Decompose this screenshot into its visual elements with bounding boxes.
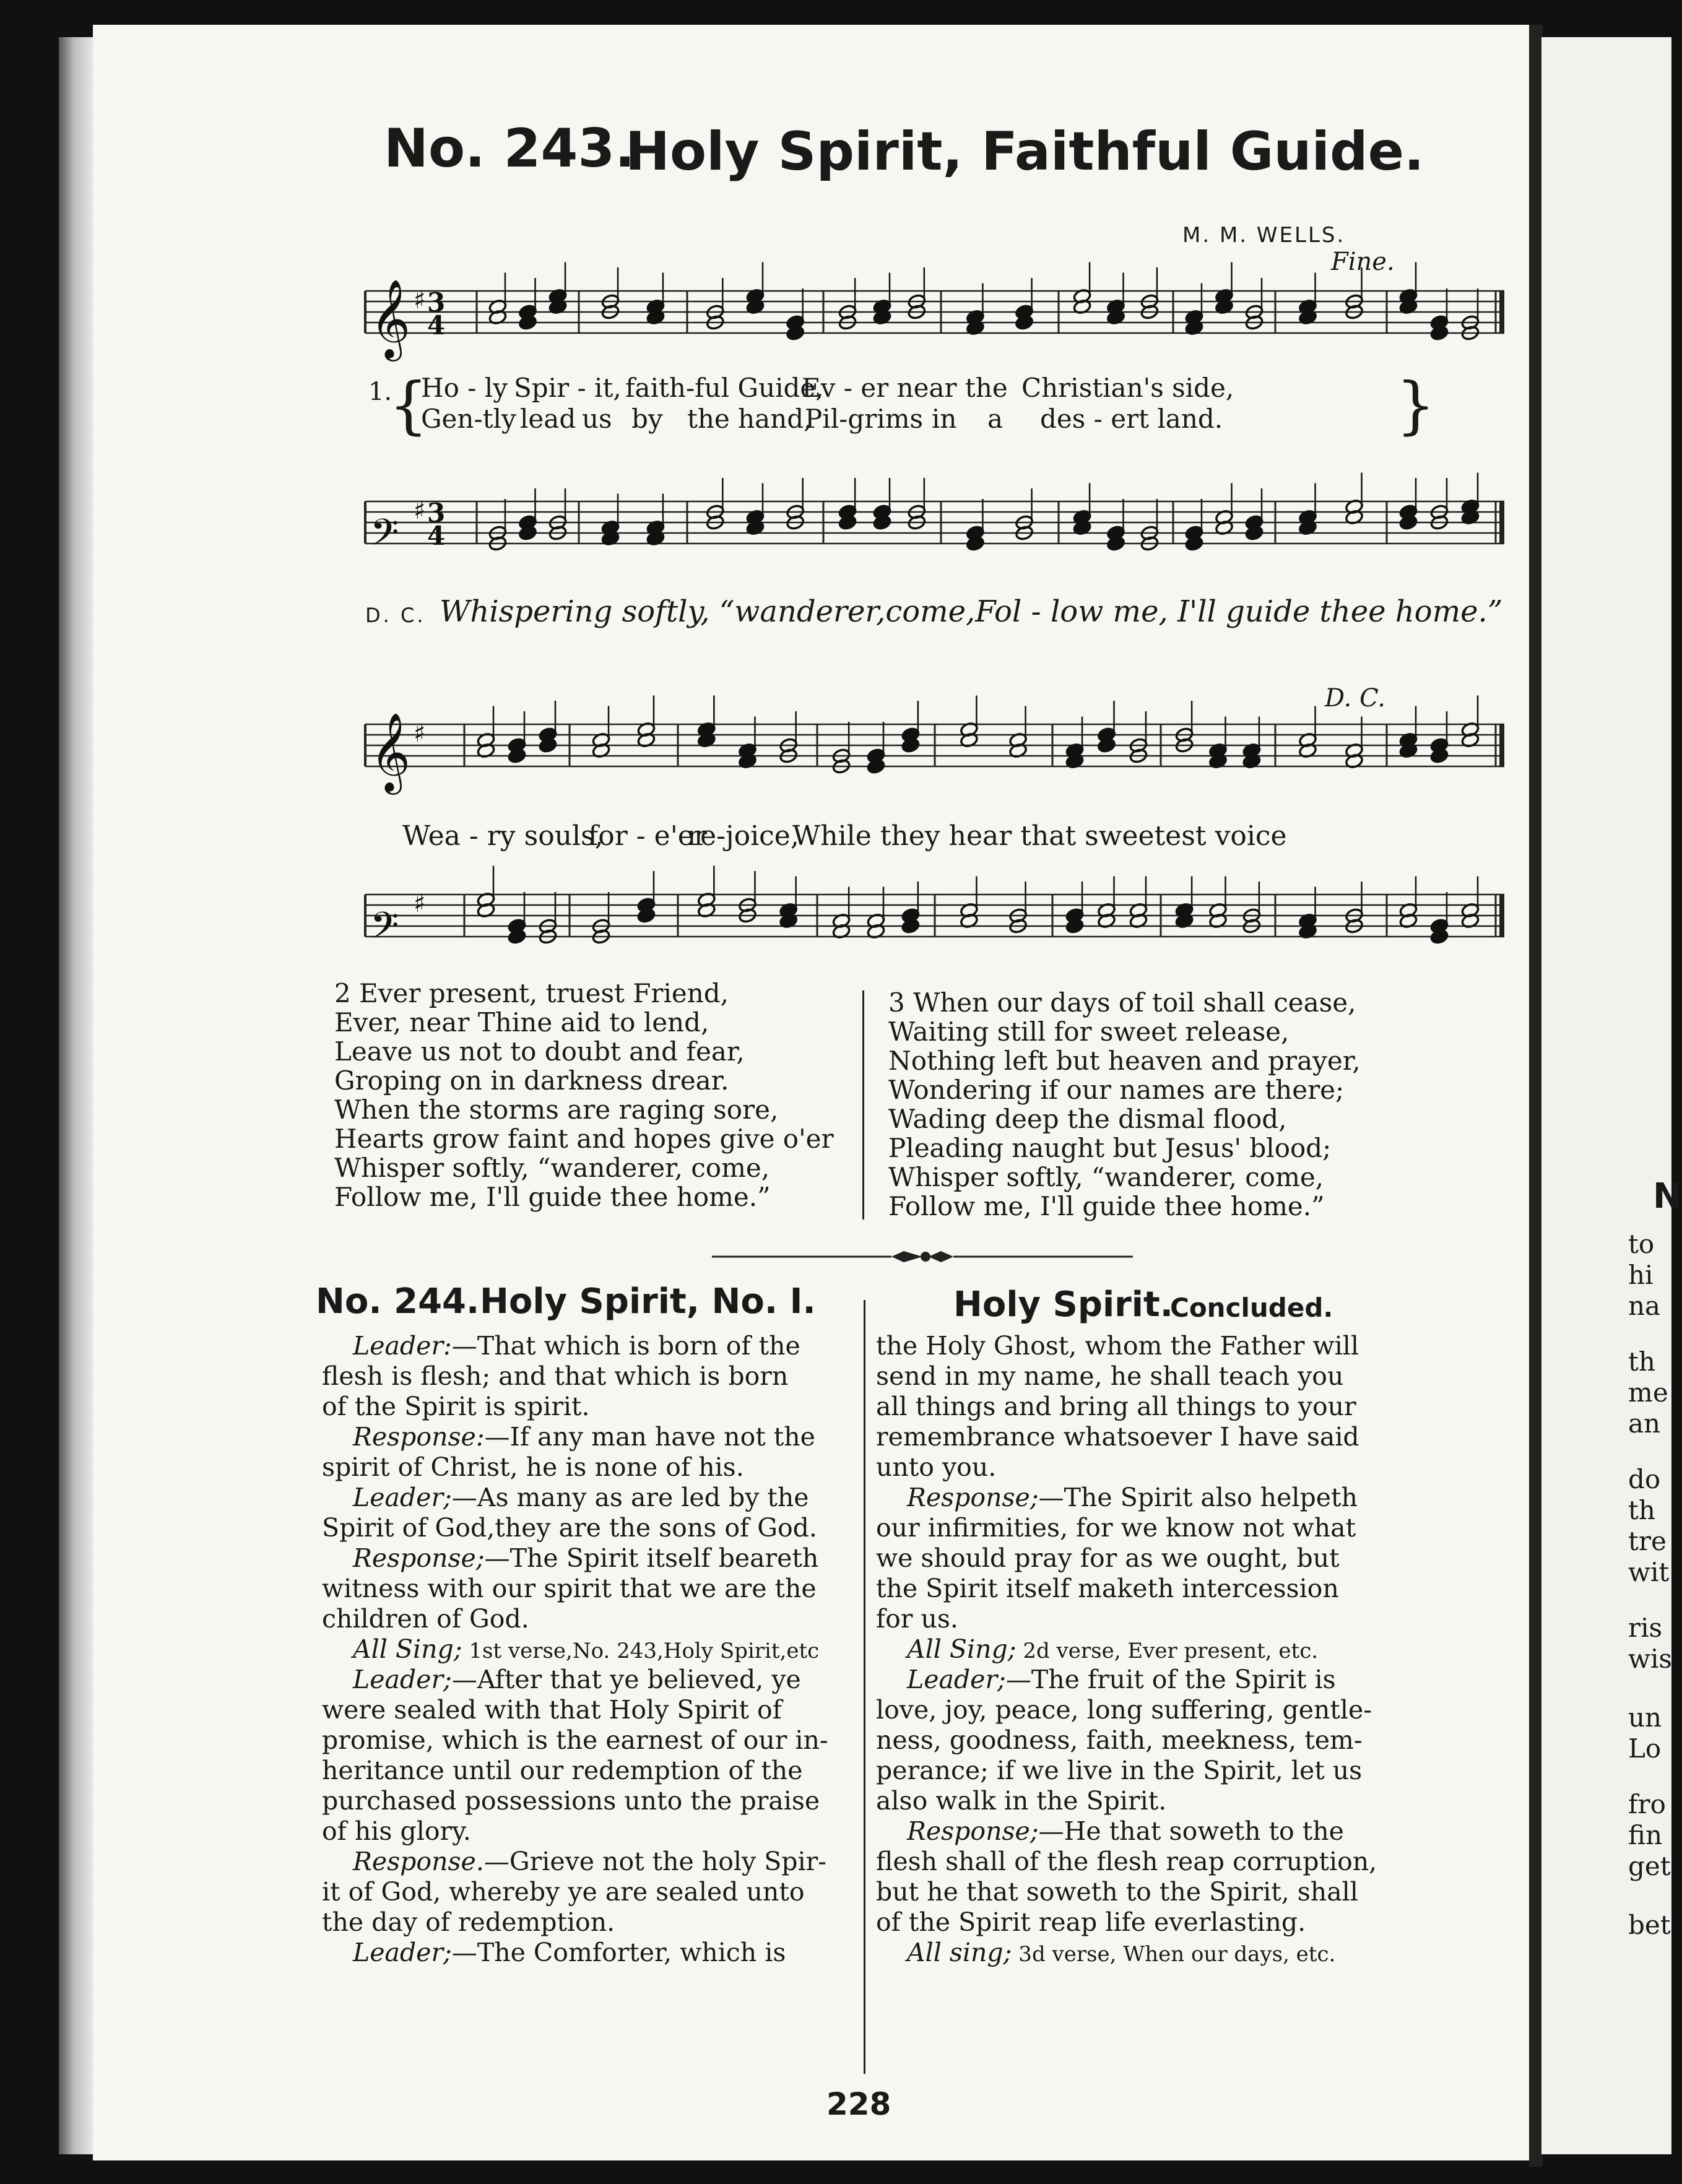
speaker-label: Leader:: [353, 1331, 452, 1361]
lyric-word: Wea - ry souls,: [402, 820, 604, 852]
reading-line: [322, 1543, 818, 1573]
reading-text: —The Spirit also helpeth: [1038, 1483, 1358, 1512]
right-brace: }: [1396, 369, 1436, 441]
verse-divider: [862, 990, 864, 1220]
note-icon: [1461, 696, 1480, 748]
hymn-243-number: No. 243.: [384, 118, 635, 180]
bass-clef-icon: 𝄢: [370, 511, 399, 563]
note-icon: [697, 696, 716, 748]
reading-text: —As many as are led by the: [451, 1483, 809, 1512]
next-page-text-fragment: Lo: [1628, 1733, 1662, 1764]
reading-text: 2d verse, Ever present, etc.: [1016, 1639, 1319, 1663]
note-icon: [637, 696, 656, 748]
note-icon: [1065, 882, 1085, 934]
reading-line: [876, 1665, 1336, 1694]
note-icon: [518, 278, 537, 331]
verse-line: Wondering if our names are there;: [888, 1075, 1345, 1105]
speaker-label: Response;: [353, 1543, 485, 1573]
verse-line: Ever, near Thine aid to lend,: [334, 1007, 709, 1038]
speaker-label: Response.: [353, 1847, 484, 1876]
note-icon: [1008, 706, 1028, 759]
reading-text: promise, which is the earnest of our in-: [322, 1725, 828, 1755]
treble-clef-icon: 𝄞: [370, 279, 411, 358]
time-signature-bottom: 4: [427, 521, 446, 551]
verse-line: Follow me, I'll guide thee home.”: [888, 1191, 1325, 1221]
time-signature-top: 3: [427, 498, 446, 528]
note-icon: [637, 871, 656, 924]
note-icon: [966, 499, 985, 552]
note-icon: [1345, 473, 1364, 526]
reading-text: witness with our spirit that we are the: [322, 1574, 817, 1603]
verse-line: Whisper softly, “wanderer, come,: [334, 1153, 770, 1183]
reading-text: —The fruit of the Spirit is: [1005, 1665, 1336, 1694]
reading-text: it of God, whereby ye are sealed unto: [322, 1877, 805, 1907]
reading-text: the Holy Ghost, whom the Father will: [876, 1331, 1359, 1361]
lyric-word: by: [631, 404, 663, 434]
reading-text: flesh shall of the flesh reap corruption,: [876, 1847, 1377, 1876]
reading-text: heritance until our redemption of the: [322, 1756, 803, 1785]
next-page-edge: [1541, 37, 1682, 2154]
note-icon: [1106, 499, 1125, 552]
next-page-text-fragment: do: [1628, 1464, 1661, 1494]
reading-line: [322, 1695, 782, 1725]
note-icon: [1430, 288, 1449, 341]
note-icon: [1175, 877, 1194, 929]
next-page-text-fragment: hi: [1628, 1260, 1654, 1290]
reading-line: [322, 1938, 786, 1967]
next-page-text-fragment: wit: [1628, 1557, 1670, 1587]
verse-line: Whisper softly, “wanderer, come,: [888, 1162, 1324, 1192]
note-icon: [873, 273, 892, 326]
reading-line: [876, 1907, 1306, 1937]
lyric-word: Gen-tly: [421, 404, 516, 434]
lyric-word: Christian's side,: [1021, 373, 1234, 403]
next-page-text-fragment: tre: [1628, 1526, 1667, 1556]
reading-text: send in my name, he shall teach you: [876, 1361, 1344, 1391]
reading-line: [322, 1513, 817, 1543]
reading-line: [322, 1907, 615, 1937]
reading-text: of his glory.: [322, 1816, 471, 1846]
note-icon: [746, 262, 765, 315]
dc-mark: D. C.: [1325, 684, 1385, 713]
verse-line: Hearts grow faint and hopes give o'er: [334, 1124, 834, 1154]
note-icon: [539, 701, 558, 753]
reading-text: —After that ye believed, ye: [451, 1665, 801, 1694]
lyric-word: Spir - it,: [514, 373, 622, 403]
speaker-label: Leader;: [907, 1665, 1006, 1694]
note-icon: [1097, 877, 1116, 929]
reading-text: were sealed with that Holy Spirit of: [322, 1695, 782, 1725]
reading-line: [322, 1725, 828, 1755]
verse-line: 2 Ever present, truest Friend,: [334, 978, 729, 1008]
composer-credit: M. M. WELLS.: [1182, 223, 1346, 248]
book-gutter: [1529, 25, 1543, 2167]
reading-line: [322, 1786, 820, 1816]
note-icon: [1208, 877, 1228, 929]
key-signature-sharp-icon: ♯: [414, 890, 426, 918]
verse-line: Wading deep the dismal flood,: [888, 1104, 1287, 1134]
reading-text: children of God.: [322, 1604, 529, 1634]
reading-line: [876, 1725, 1363, 1755]
speaker-label: All Sing;: [353, 1634, 462, 1664]
speaker-label: Response:: [353, 1422, 485, 1452]
reading-text: the Spirit itself maketh intercession: [876, 1574, 1339, 1603]
reading-text: spirit of Christ, he is none of his.: [322, 1452, 744, 1482]
next-page-text-fragment: wis: [1628, 1644, 1672, 1674]
note-icon: [1399, 706, 1418, 759]
note-icon: [1399, 262, 1418, 315]
lyric-word: While they hear that sweetest voice: [792, 820, 1287, 852]
reading-line: [876, 1331, 1359, 1361]
note-icon: [646, 273, 665, 326]
dc-prefix: D. C.: [365, 604, 426, 627]
note-icon: [1399, 478, 1418, 531]
bass-clef-icon: 𝄢: [370, 904, 399, 956]
next-page-text-fragment: N: [1653, 1176, 1682, 1216]
reading-text: for us.: [876, 1604, 958, 1634]
next-page-text-fragment: to: [1628, 1229, 1655, 1259]
reading-line: [322, 1361, 788, 1391]
reading-text: —Grieve not the holy Spir-: [483, 1847, 827, 1876]
lyric-word: Pil-grims: [805, 404, 924, 434]
note-icon: [1073, 483, 1092, 536]
reading-line: [322, 1877, 805, 1907]
verse-line: Pleading naught but Jesus' blood;: [888, 1133, 1332, 1163]
reading-line: [876, 1634, 1318, 1664]
reading-line: [322, 1604, 529, 1634]
verse-line: Leave us not to doubt and fear,: [334, 1036, 745, 1067]
reading-line: [876, 1392, 1356, 1421]
note-icon: [548, 262, 568, 315]
note-icon: [488, 273, 508, 326]
reading-right-title: Holy Spirit.: [953, 1285, 1174, 1325]
reading-text: the day of redemption.: [322, 1907, 615, 1937]
reading-line: [876, 1786, 1166, 1816]
note-icon: [518, 488, 537, 541]
note-icon: [746, 483, 765, 536]
fine-mark: Fine.: [1331, 248, 1395, 276]
next-page-text-fragment: an: [1628, 1408, 1661, 1439]
lyric-word: for - e'er: [588, 820, 707, 852]
speaker-label: All Sing;: [907, 1634, 1017, 1664]
note-icon: [592, 706, 611, 759]
note-icon: [1430, 711, 1449, 764]
next-page-text-fragment: un: [1628, 1702, 1662, 1733]
reading-line: [876, 1574, 1339, 1603]
verse-line: Waiting still for sweet release,: [888, 1016, 1290, 1047]
note-icon: [1298, 706, 1317, 759]
lyric-word: lead: [520, 404, 576, 434]
key-signature-sharp-icon: ♯: [414, 719, 426, 748]
reading-text: unto you.: [876, 1452, 997, 1482]
reading-right-title-suffix: Concluded.: [1170, 1293, 1333, 1323]
staff-system-2-treble: [340, 700, 1504, 817]
next-page-text-fragment: get: [1628, 1851, 1671, 1881]
reading-line: [876, 1695, 1372, 1725]
speaker-label: Response;: [907, 1816, 1039, 1846]
staff-system-2-bass: [340, 864, 1504, 975]
reading-text: 3d verse, When our days, etc.: [1012, 1942, 1336, 1967]
lyric-word: Ev - er near the: [802, 373, 1008, 403]
key-signature-sharp-icon: ♯: [414, 286, 426, 314]
speaker-label: All sing;: [907, 1938, 1012, 1967]
reading-line: [322, 1756, 802, 1785]
next-page-text-fragment: th: [1628, 1346, 1655, 1377]
reading-text: of the Spirit reap life everlasting.: [876, 1907, 1306, 1937]
note-icon: [1097, 701, 1116, 753]
note-icon: [786, 288, 805, 341]
note-icon: [1298, 483, 1317, 536]
reading-text: love, joy, peace, long suffering, gentle-: [876, 1695, 1372, 1725]
speaker-label: Response;: [907, 1483, 1039, 1512]
page-edge-shadow: [59, 37, 96, 2154]
note-icon: [1461, 473, 1480, 526]
next-page-text-fragment: fin: [1628, 1820, 1663, 1850]
note-icon: [1215, 262, 1234, 315]
lyric-word: des - ert land.: [1040, 404, 1223, 434]
note-icon: [508, 892, 527, 945]
verse-line: When the storms are raging sore,: [334, 1094, 779, 1125]
note-icon: [1430, 892, 1449, 945]
reading-line: [322, 1665, 801, 1694]
reading-line: [322, 1331, 800, 1361]
note-icon: [960, 877, 979, 929]
reading-line: [876, 1543, 1340, 1573]
next-page-text-fragment: bet: [1628, 1910, 1671, 1940]
next-page-text-fragment: na: [1628, 1291, 1661, 1321]
reading-line: [876, 1361, 1343, 1391]
lyric-word: us: [582, 404, 612, 434]
reading-line: [876, 1938, 1335, 1967]
reading-244-number: No. 244.: [316, 1281, 480, 1322]
reading-line: [876, 1422, 1359, 1452]
note-icon: [508, 711, 527, 764]
note-icon: [867, 722, 886, 774]
note-icon: [873, 478, 892, 531]
reading-line: [322, 1847, 826, 1876]
note-icon: [1106, 273, 1125, 326]
verse-line: 3 When our days of toil shall cease,: [888, 987, 1356, 1018]
hymn-243-title: Holy Spirit, Faithful Guide.: [625, 121, 1424, 183]
verse-line: Follow me, I'll guide thee home.”: [334, 1182, 771, 1212]
reading-line: [322, 1634, 819, 1664]
reading-text: purchased possessions unto the praise: [322, 1786, 820, 1816]
lyric-word: re-joice,: [687, 820, 799, 852]
dc-lyric-line: Whispering softly, “wanderer,come,Fol - low me, I'll guide thee home.”: [440, 594, 1503, 629]
note-icon: [779, 877, 798, 929]
reading-text: remembrance whatsoever I have said: [876, 1422, 1359, 1452]
reading-line: [322, 1816, 471, 1846]
note-icon: [477, 866, 496, 919]
reading-line: [876, 1513, 1356, 1543]
speaker-label: Leader;: [353, 1483, 452, 1512]
note-icon: [1073, 262, 1092, 315]
note-icon: [477, 706, 496, 759]
reading-line: [322, 1422, 815, 1452]
reading-244-title: Holy Spirit, No. I.: [480, 1281, 816, 1322]
reading-text: —The Comforter, which is: [451, 1938, 786, 1967]
speaker-label: Leader;: [353, 1938, 452, 1967]
hymnal-page: [93, 25, 1529, 2160]
reading-line: [876, 1483, 1358, 1512]
time-signature-top: 3: [427, 287, 446, 318]
reading-text: —The Spirit itself beareth: [484, 1543, 819, 1573]
reading-text: perance; if we live in the Spirit, let us: [876, 1756, 1363, 1785]
ornamental-divider: [712, 1247, 1133, 1266]
reading-text: but he that soweth to the Spirit, shall: [876, 1877, 1358, 1907]
reading-text: flesh is flesh; and that which is born: [322, 1361, 789, 1391]
note-icon: [838, 478, 857, 531]
next-page-text-fragment: fro: [1628, 1789, 1666, 1819]
note-icon: [697, 866, 716, 919]
reading-text: ness, goodness, faith, meekness, tem-: [876, 1725, 1363, 1755]
verse-line: Groping on in darkness drear.: [334, 1065, 729, 1096]
next-page-text-fragment: th: [1628, 1495, 1655, 1525]
note-icon: [1461, 877, 1480, 929]
reading-line: [322, 1483, 809, 1512]
reading-line: [876, 1816, 1344, 1846]
reading-line: [876, 1877, 1358, 1907]
note-icon: [1298, 273, 1317, 326]
reading-text: our infirmities, for we know not what: [876, 1513, 1356, 1543]
time-signature-bottom: 4: [427, 310, 446, 340]
lyric-word: the hand,: [687, 404, 812, 434]
left-brace: {: [389, 369, 428, 441]
note-icon: [1015, 278, 1034, 331]
note-icon: [1399, 877, 1418, 929]
next-page-text-fragment: me: [1628, 1377, 1668, 1408]
note-icon: [901, 701, 921, 753]
reading-line: [322, 1452, 744, 1482]
reading-text: also walk in the Spirit.: [876, 1786, 1167, 1816]
lyric-word: in: [932, 404, 957, 434]
reading-text: 1st verse,No. 243,Holy Spirit,etc: [462, 1639, 820, 1663]
lyric-word: faith-ful Guide,: [625, 373, 824, 403]
reading-line: [876, 1604, 958, 1634]
note-icon: [1245, 488, 1264, 541]
note-icon: [1215, 483, 1234, 536]
reading-text: —If any man have not the: [484, 1422, 815, 1452]
reading-text: all things and bring all things to your: [876, 1392, 1356, 1421]
verse-number: 1.: [368, 378, 392, 406]
key-signature-sharp-icon: ♯: [414, 496, 426, 525]
reading-line: [876, 1847, 1377, 1876]
note-icon: [1185, 499, 1204, 552]
note-icon: [1129, 877, 1148, 929]
page-number: 228: [826, 2086, 891, 2122]
reading-line: [322, 1392, 590, 1421]
column-divider: [864, 1300, 865, 2074]
reading-text: Spirit of God,they are the sons of God.: [322, 1513, 817, 1543]
verse-line: Nothing left but heaven and prayer,: [888, 1046, 1361, 1076]
treble-clef-icon: 𝄞: [370, 712, 411, 791]
lyric-word: Ho - ly: [421, 373, 508, 403]
reading-text: we should pray for as we ought, but: [876, 1543, 1340, 1573]
reading-text: —He that soweth to the: [1038, 1816, 1344, 1846]
reading-line: [322, 1574, 817, 1603]
note-icon: [960, 696, 979, 748]
next-page-text-fragment: ris: [1628, 1613, 1663, 1643]
speaker-label: Leader;: [353, 1665, 452, 1694]
lyric-word: a: [987, 404, 1004, 434]
reading-text: —That which is born of the: [451, 1331, 800, 1361]
staff-system-1-bass: [340, 458, 1504, 594]
reading-line: [876, 1756, 1362, 1785]
note-icon: [901, 882, 921, 934]
reading-line: [876, 1452, 996, 1482]
reading-text: of the Spirit is spirit.: [322, 1392, 590, 1421]
